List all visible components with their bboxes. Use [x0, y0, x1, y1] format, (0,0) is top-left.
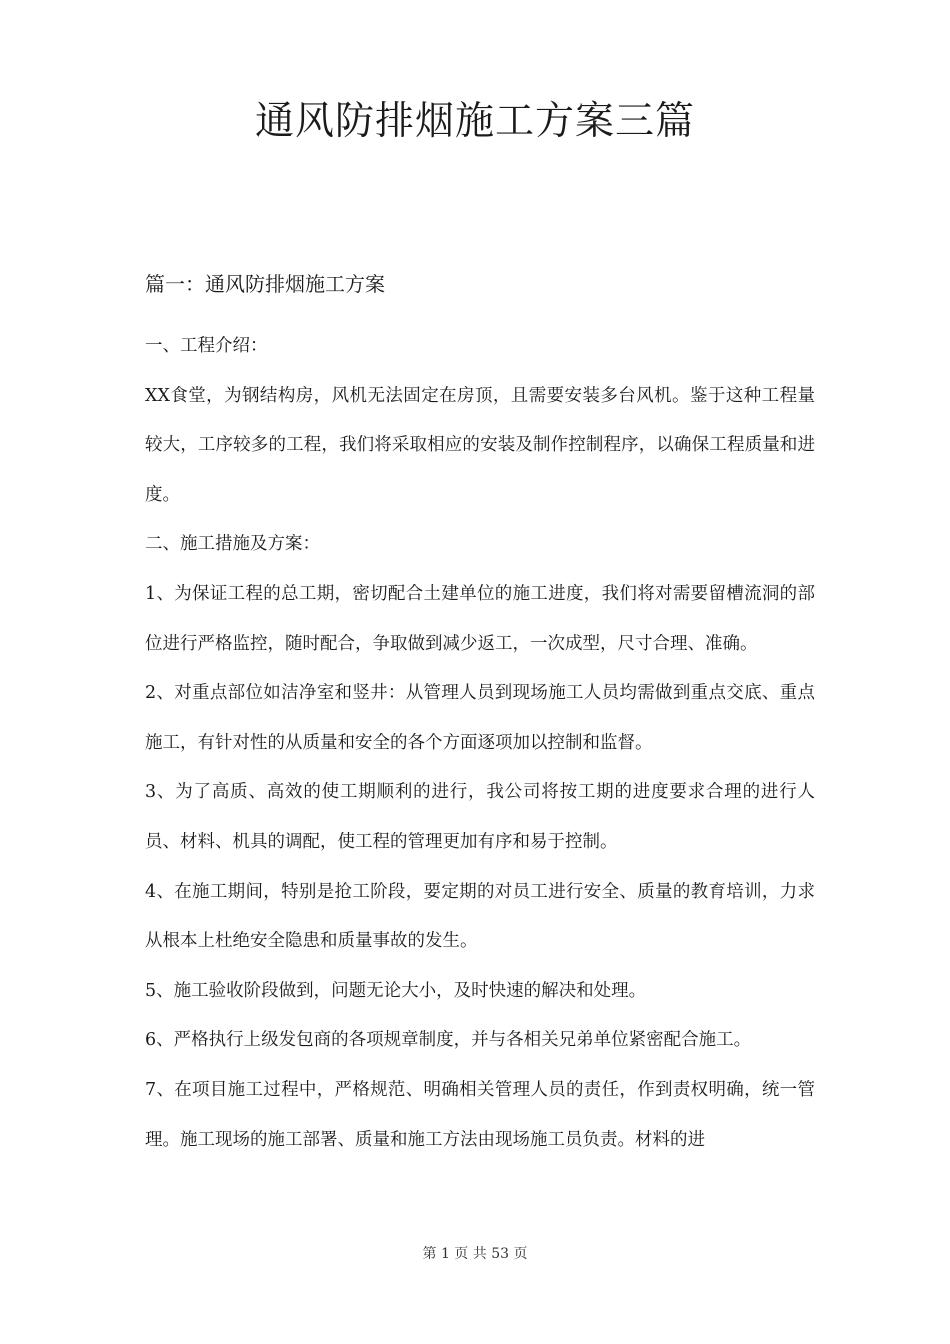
- paragraph-item-2: 2、对重点部位如洁净室和竖井：从管理人员到现场施工人员均需做到重点交底、重点施工，有针对性的从质量和安全的各个方面逐项加以控制和监督。: [145, 683, 815, 753]
- paragraph-item-6: 6、严格执行上级发包商的各项规章制度，并与各相关兄弟单位紧密配合施工。: [145, 1030, 752, 1051]
- part-heading: 篇一：通风防排烟施工方案: [145, 272, 385, 296]
- section-heading-project-intro: 一、工程介绍：: [145, 336, 268, 356]
- paragraph-item-7: 7、在项目施工过程中，严格规范、明确相关管理人员的责任，作到责权明确，统一管理。施工现场的施工部署、质量和施工方法由现场施工员负责。材料的进: [145, 1079, 815, 1150]
- section-heading-measures: 二、施工措施及方案：: [145, 534, 320, 555]
- paragraph-item-5: 5、施工验收阶段做到，问题无论大小，及时快速的解决和处理。: [145, 980, 647, 1001]
- paragraph-item-1: 1、为保证工程的总工期，密切配合土建单位的施工进度，我们将对需要留槽流洞的部位进行严格监控，随时配合，争取做到减少返工，一次成型，尺寸合理、准确。: [145, 583, 815, 654]
- page-footer: [0, 1242, 950, 1266]
- paragraph-item-3: 3、为了高质、高效的使工期顺利的进行，我公司将按工期的进度要求合理的进行人员、材料、机具的调配，使工程的管理更加有序和易于控制。: [145, 782, 815, 852]
- document-title: 通风防排烟施工方案三篇: [254, 99, 695, 144]
- paragraph-item-4: 4、在施工期间，特别是抢工阶段，要定期的对员工进行安全、质量的教育培训，力求从根本上杜绝安全隐患和质量事故的发生。: [145, 881, 815, 952]
- paragraph-project-intro: XX食堂，为钢结构房，风机无法固定在房顶，且需要安装多台风机。鉴于这种工程量较大，工序较多的工程，我们将采取相应的安装及制作控制程序，以确保工程质量和进度。: [145, 385, 815, 505]
- body-text: [145, 322, 815, 1165]
- page-number-label: 第 1 页 共 53 页: [422, 1246, 528, 1262]
